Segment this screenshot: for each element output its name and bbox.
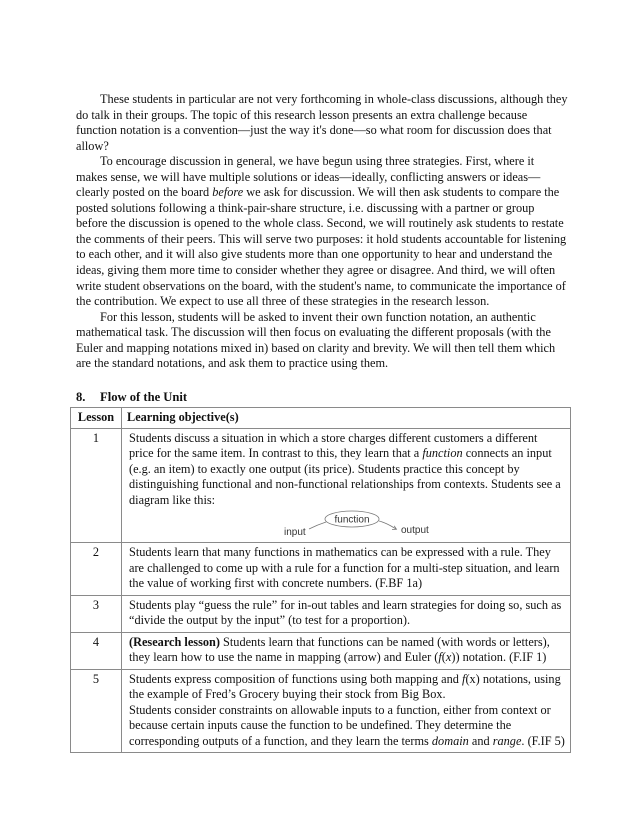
table-header-row	[71, 408, 571, 429]
lesson-number: 1	[71, 428, 122, 543]
table-row	[71, 669, 571, 753]
unit-flow-table	[70, 407, 571, 753]
lesson-objective: Students discuss a situation in which a store charges different customers a different price for the same item. In contrast to this, they learn that a function connects an input (e.g. an item) to exactly one output (its price). Students practice this concept by distinguishing functional and non-functional relationships from contexts. Students see a diagram like this: function input output	[122, 428, 571, 543]
document-body	[76, 92, 568, 405]
section-heading: 8. Flow of the Unit	[76, 389, 188, 404]
lesson-number: 4	[71, 632, 122, 669]
paragraph-2: To encourage discussion in general, we have begun using three strategies. First, where it makes sense, we will have multiple solutions or ideas—ideally, conflicting answers or ideas—clearly posted on the board before we ask for discussion. We will then ask students to compare the posted solutions following a think-pair-share structure, i.e. discussing with a partner or group before the discussion is opened to the whole class. Second, we will routinely ask students to restate the comments of their peers. This will serve two purposes: it hold students accountable for listening to each other, and it will also give students more than one opportunity to hear and understand the ideas, giving them more time to consider whether they agree or disagree. And third, we will often write student observations on the board, with the student's name, to communicate the importance of the contribution. We expect to use all three of these strategies in the research lesson.	[76, 154, 567, 309]
table-row	[71, 595, 571, 632]
output-label: output	[401, 525, 429, 536]
header-objective: Learning objective(s)	[122, 408, 571, 429]
table-row	[71, 428, 571, 543]
table-row	[71, 632, 571, 669]
lesson-objective: Students play “guess the rule” for in-out tables and learn strategies for doing so, such as “divide the output by the input” (to test for a proportion).	[122, 595, 571, 632]
lesson-number: 2	[71, 543, 122, 596]
paragraph-3: For this lesson, students will be asked to invent their own function notation, an authentic mathematical task. The discussion will then focus on evaluating the different proposals (with the Euler and mapping notations mixed in) based on clarity and brevity. We will then tell them which are the standard notations, and ask them to practice using them.	[76, 309, 556, 371]
lesson-objective: (Research lesson) Students learn that functions can be named (with words or letters), they learn how to use the name in mapping (arrow) and Euler (f(x)) notation. (F.IF 1)	[122, 632, 571, 669]
input-connector	[309, 522, 326, 529]
output-arrow-line	[379, 521, 396, 529]
function-label: function	[334, 514, 370, 526]
table-row	[71, 543, 571, 596]
lesson-objective: Students learn that many functions in mathematics can be expressed with a rule. They are challenged to come up with a rule for a function for a multi-step situation, and learn the value of working first with concrete numbers. (F.BF 1a)	[122, 543, 571, 596]
header-lesson: Lesson	[71, 408, 122, 429]
lesson-number: 3	[71, 595, 122, 632]
input-label: input	[284, 527, 306, 538]
paragraph-1: These students in particular are not very forthcoming in whole-class discussions, although they do talk in their groups. The topic of this research lesson presents an extra challenge because function notation is a convention—just the way it's done—so what room for discussion does that allow?	[76, 92, 568, 153]
lesson-number: 5	[71, 669, 122, 753]
function-diagram	[129, 509, 565, 539]
lesson-objective: Students express composition of functions using both mapping and f(x) notations, using the example of Fred’s Grocery buying their stock from Big Box. Students consider constraints on allowable inputs to a function, either from context or because certain inputs cause the function to be undefined. They determine the corresponding outputs of a function, and they learn the terms domain and range. (F.IF 5)	[122, 669, 571, 753]
function-diagram-svg	[279, 509, 459, 539]
